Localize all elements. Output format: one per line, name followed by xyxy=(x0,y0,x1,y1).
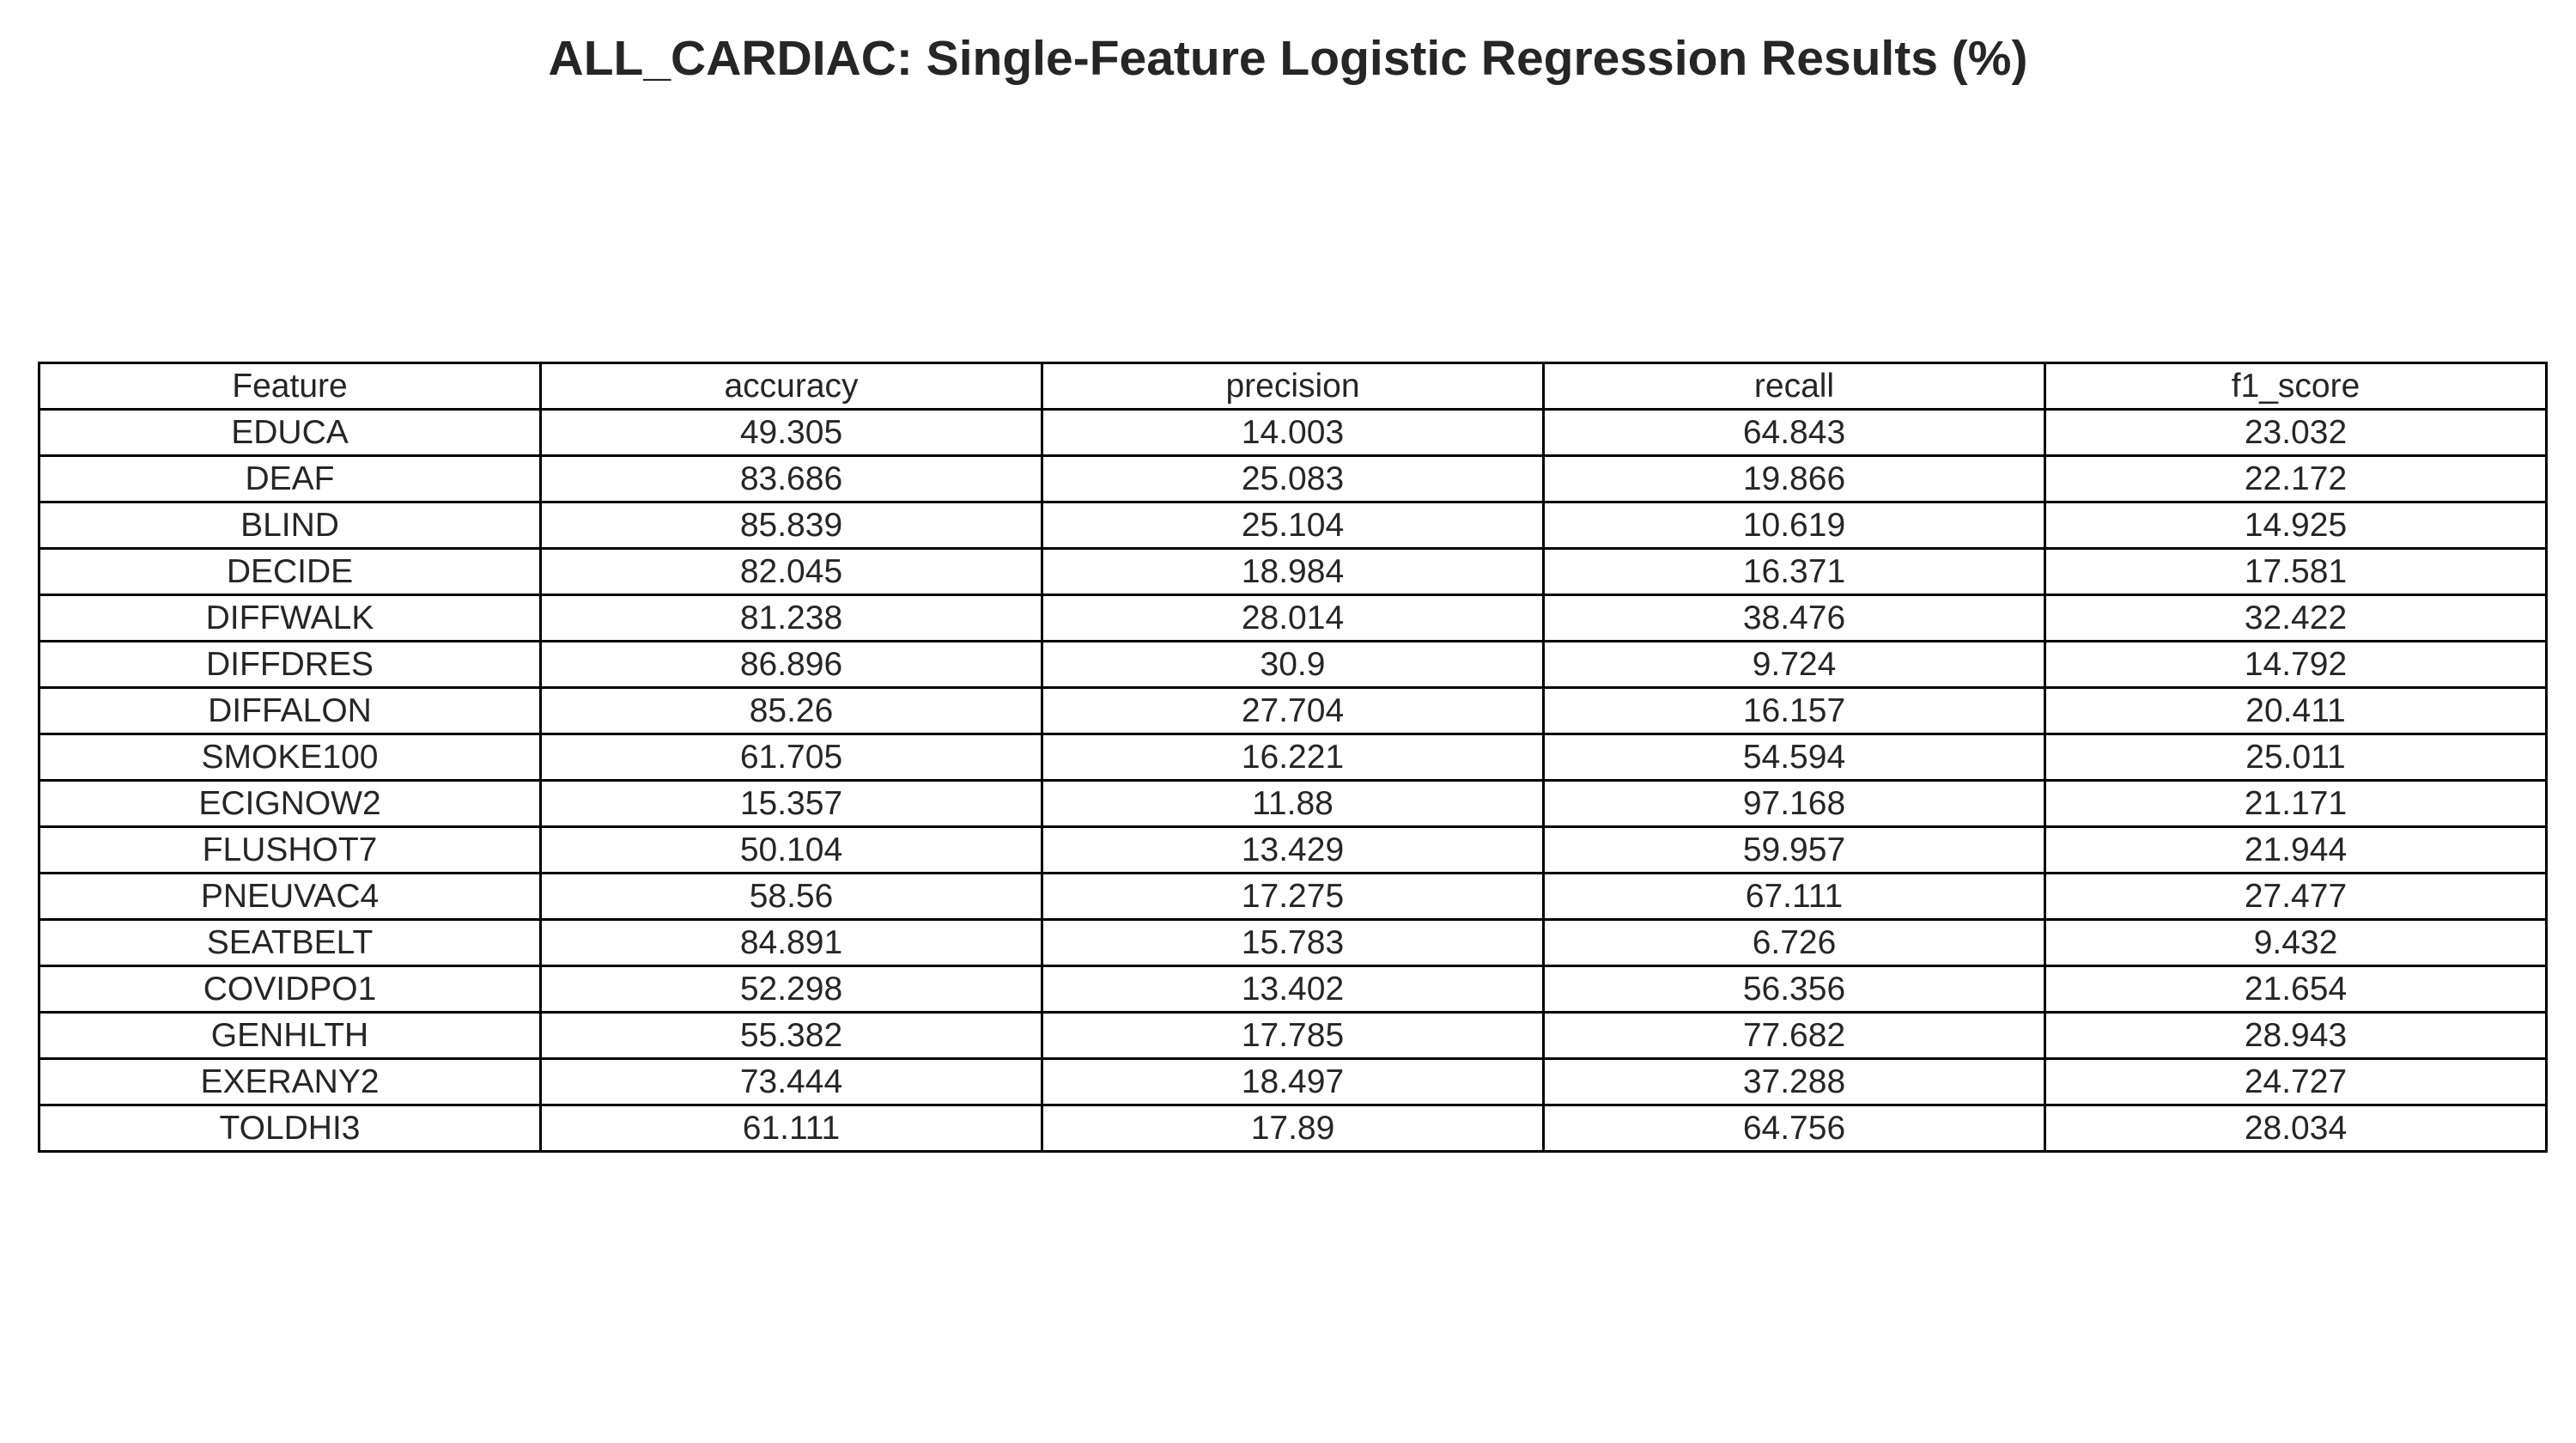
value-cell-accuracy: 86.896 xyxy=(541,642,1042,688)
value-cell-accuracy: 84.891 xyxy=(541,920,1042,966)
value-cell-f1-score: 27.477 xyxy=(2045,874,2547,920)
value-cell-recall: 77.682 xyxy=(1544,1013,2045,1059)
value-cell-f1-score: 25.011 xyxy=(2045,734,2547,781)
table-row xyxy=(39,781,2547,827)
column-header-precision: precision xyxy=(1042,363,1544,410)
value-cell-precision: 14.003 xyxy=(1042,410,1544,456)
value-cell-f1-score: 21.171 xyxy=(2045,781,2547,827)
value-cell-f1-score: 21.944 xyxy=(2045,827,2547,874)
feature-cell: PNEUVAC4 xyxy=(39,874,541,920)
feature-cell: EXERANY2 xyxy=(39,1059,541,1105)
table-row xyxy=(39,827,2547,874)
value-cell-recall: 56.356 xyxy=(1544,966,2045,1013)
chart-title: ALL_CARDIAC: Single-Feature Logistic Regression Results (%) xyxy=(548,31,2028,86)
results-table xyxy=(38,362,2548,1153)
value-cell-precision: 13.429 xyxy=(1042,827,1544,874)
value-cell-recall: 16.157 xyxy=(1544,688,2045,734)
table-row xyxy=(39,549,2547,595)
value-cell-accuracy: 55.382 xyxy=(541,1013,1042,1059)
feature-cell: DECIDE xyxy=(39,549,541,595)
feature-cell: BLIND xyxy=(39,502,541,549)
value-cell-recall: 64.756 xyxy=(1544,1105,2045,1152)
table-row xyxy=(39,410,2547,456)
value-cell-f1-score: 28.943 xyxy=(2045,1013,2547,1059)
value-cell-accuracy: 52.298 xyxy=(541,966,1042,1013)
table-row xyxy=(39,1105,2547,1152)
feature-cell: DIFFALON xyxy=(39,688,541,734)
value-cell-recall: 16.371 xyxy=(1544,549,2045,595)
value-cell-accuracy: 82.045 xyxy=(541,549,1042,595)
value-cell-f1-score: 14.925 xyxy=(2045,502,2547,549)
value-cell-f1-score: 17.581 xyxy=(2045,549,2547,595)
column-header-recall: recall xyxy=(1544,363,2045,410)
feature-cell: SEATBELT xyxy=(39,920,541,966)
value-cell-f1-score: 28.034 xyxy=(2045,1105,2547,1152)
value-cell-recall: 37.288 xyxy=(1544,1059,2045,1105)
feature-cell: EDUCA xyxy=(39,410,541,456)
value-cell-accuracy: 61.111 xyxy=(541,1105,1042,1152)
value-cell-precision: 16.221 xyxy=(1042,734,1544,781)
column-header-accuracy: accuracy xyxy=(541,363,1042,410)
value-cell-precision: 17.89 xyxy=(1042,1105,1544,1152)
value-cell-recall: 9.724 xyxy=(1544,642,2045,688)
table-row xyxy=(39,966,2547,1013)
value-cell-precision: 28.014 xyxy=(1042,595,1544,642)
feature-cell: DEAF xyxy=(39,456,541,502)
value-cell-precision: 11.88 xyxy=(1042,781,1544,827)
table-body xyxy=(39,410,2547,1152)
value-cell-precision: 25.104 xyxy=(1042,502,1544,549)
table-row xyxy=(39,456,2547,502)
value-cell-precision: 17.785 xyxy=(1042,1013,1544,1059)
value-cell-f1-score: 21.654 xyxy=(2045,966,2547,1013)
table-row xyxy=(39,642,2547,688)
table-row xyxy=(39,688,2547,734)
value-cell-recall: 97.168 xyxy=(1544,781,2045,827)
feature-cell: COVIDPO1 xyxy=(39,966,541,1013)
feature-cell: TOLDHI3 xyxy=(39,1105,541,1152)
value-cell-f1-score: 9.432 xyxy=(2045,920,2547,966)
value-cell-recall: 10.619 xyxy=(1544,502,2045,549)
table-row xyxy=(39,595,2547,642)
column-header-f1-score: f1_score xyxy=(2045,363,2547,410)
value-cell-f1-score: 22.172 xyxy=(2045,456,2547,502)
value-cell-f1-score: 14.792 xyxy=(2045,642,2547,688)
column-header-feature: Feature xyxy=(39,363,541,410)
value-cell-precision: 18.984 xyxy=(1042,549,1544,595)
value-cell-precision: 18.497 xyxy=(1042,1059,1544,1105)
value-cell-precision: 30.9 xyxy=(1042,642,1544,688)
value-cell-precision: 15.783 xyxy=(1042,920,1544,966)
feature-cell: GENHLTH xyxy=(39,1013,541,1059)
value-cell-recall: 59.957 xyxy=(1544,827,2045,874)
value-cell-accuracy: 85.26 xyxy=(541,688,1042,734)
table-row xyxy=(39,874,2547,920)
value-cell-recall: 6.726 xyxy=(1544,920,2045,966)
value-cell-accuracy: 61.705 xyxy=(541,734,1042,781)
value-cell-accuracy: 73.444 xyxy=(541,1059,1042,1105)
feature-cell: SMOKE100 xyxy=(39,734,541,781)
value-cell-f1-score: 32.422 xyxy=(2045,595,2547,642)
table-row xyxy=(39,1013,2547,1059)
value-cell-precision: 17.275 xyxy=(1042,874,1544,920)
value-cell-recall: 38.476 xyxy=(1544,595,2045,642)
value-cell-accuracy: 85.839 xyxy=(541,502,1042,549)
table-row xyxy=(39,1059,2547,1105)
feature-cell: FLUSHOT7 xyxy=(39,827,541,874)
value-cell-precision: 25.083 xyxy=(1042,456,1544,502)
table-row xyxy=(39,734,2547,781)
value-cell-recall: 19.866 xyxy=(1544,456,2045,502)
value-cell-precision: 27.704 xyxy=(1042,688,1544,734)
value-cell-accuracy: 50.104 xyxy=(541,827,1042,874)
value-cell-recall: 54.594 xyxy=(1544,734,2045,781)
value-cell-accuracy: 58.56 xyxy=(541,874,1042,920)
value-cell-accuracy: 83.686 xyxy=(541,456,1042,502)
table-row xyxy=(39,920,2547,966)
value-cell-precision: 13.402 xyxy=(1042,966,1544,1013)
value-cell-accuracy: 81.238 xyxy=(541,595,1042,642)
value-cell-recall: 67.111 xyxy=(1544,874,2045,920)
feature-cell: DIFFWALK xyxy=(39,595,541,642)
feature-cell: ECIGNOW2 xyxy=(39,781,541,827)
value-cell-accuracy: 49.305 xyxy=(541,410,1042,456)
value-cell-recall: 64.843 xyxy=(1544,410,2045,456)
value-cell-f1-score: 24.727 xyxy=(2045,1059,2547,1105)
value-cell-f1-score: 20.411 xyxy=(2045,688,2547,734)
feature-cell: DIFFDRES xyxy=(39,642,541,688)
value-cell-f1-score: 23.032 xyxy=(2045,410,2547,456)
table-row xyxy=(39,502,2547,549)
table-header-row xyxy=(39,363,2547,410)
value-cell-accuracy: 15.357 xyxy=(541,781,1042,827)
